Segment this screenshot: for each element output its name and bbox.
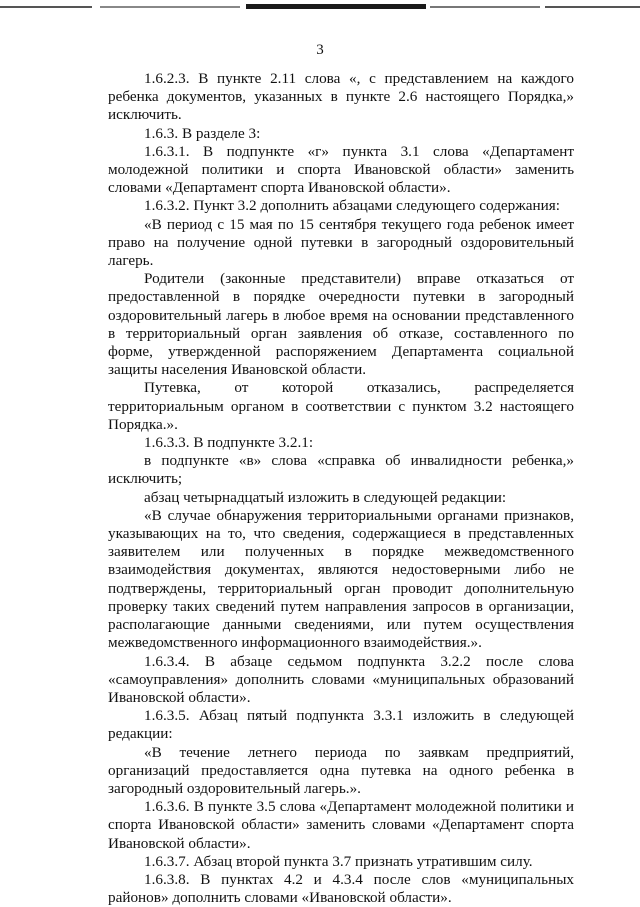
paragraph: 1.6.3.7. Абзац второй пункта 3.7 признать утратившим силу.: [144, 852, 533, 870]
paragraph: 1.6.3.4. В абзаце седьмом подпункта 3.2.2 после слова «самоуправления» дополнить словами «муниципальных образований Ивановской области».: [108, 652, 574, 706]
paragraph: абзац четырнадцатый изложить в следующей редакции:: [144, 488, 507, 506]
paragraph: 1.6.2.3. В пункте 2.11 слова «, с представлением на каждого ребенка документов, указанных в пункте 2.6 настоящего Порядка,» исключить.: [108, 70, 574, 124]
scan-edge-artifact: [0, 4, 640, 12]
paragraph: в подпункте «в» слова «справка об инвалидности ребенка,» исключить;: [108, 452, 574, 488]
paragraph: 1.6.3. В разделе 3:: [144, 124, 261, 142]
paragraph: «В период с 15 мая по 15 сентября текущего года ребенок имеет право на получение одной путевки в загородный оздоровительный лагерь.: [108, 215, 574, 270]
paragraph: «В случае обнаружения территориальными органами признаков, указывающих на то, что сведения, содержащиеся в представленных заявителем или полученных в порядке межведомственного взаимодействия документах, являются недостоверными либо не подтверждены, территориальный орган проводит дополнительную проверку таких сведений путем направления запросов в организации, располагающие данными сведениями, или путем осуществления межведомственного информационного взаимодействия.».: [108, 506, 574, 652]
paragraph: 1.6.3.8. В пунктах 4.2 и 4.3.4 после слов «муниципальных районов» дополнить словами «Ивановской области».: [108, 870, 574, 907]
document-body: [108, 70, 574, 907]
paragraph: Путевка, от которой отказались, распределяется территориальным органом в соответствии с пунктом 3.2 настоящего Порядка.».: [108, 379, 574, 433]
paragraph: 1.6.3.3. В подпункте 3.2.1:: [144, 434, 314, 452]
paragraph: 1.6.3.2. Пункт 3.2 дополнить абзацами следующего содержания:: [144, 197, 560, 215]
paragraph: 1.6.3.6. В пункте 3.5 слова «Департамент молодежной политики и спорта Ивановской области» заменить словами «Департамент спорта Ивановской области».: [108, 798, 574, 852]
paragraph: 1.6.3.1. В подпункте «г» пункта 3.1 слова «Департамент молодежной политики и спорта Ивановской области» заменить словами «Департамент спорта Ивановской области».: [108, 142, 574, 197]
page-number: 3: [316, 42, 324, 58]
paragraph: Родители (законные представители) вправе отказаться от предоставленной в порядке очередности путевки в загородный оздоровительный лагерь в любое время на основании представленного в территориальный орган заявления об отказе, составленного по форме, утвержденной распоряжением Департамента социальной защиты населения Ивановской области.: [108, 270, 574, 379]
paragraph: «В течение летнего периода по заявкам предприятий, организаций предоставляется одна путевка на одного ребенка в загородный оздоровительный лагерь.».: [108, 743, 574, 797]
paragraph: 1.6.3.5. Абзац пятый подпункта 3.3.1 изложить в следующей редакции:: [108, 707, 574, 743]
